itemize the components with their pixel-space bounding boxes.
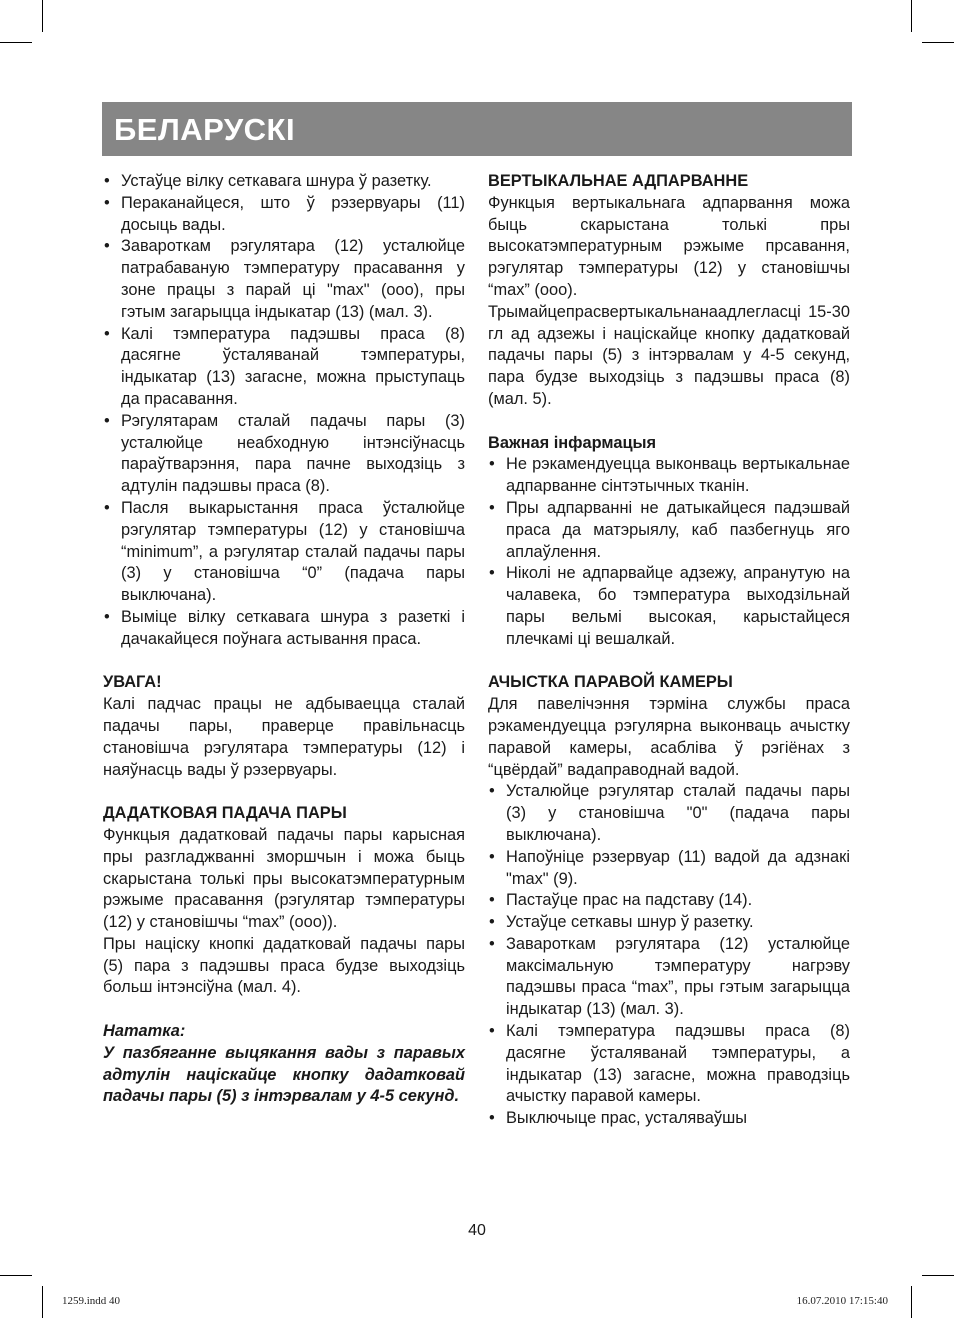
important-heading: Важная інфармацыя xyxy=(488,433,657,452)
warning-text: Калі падчас працы не адбываецца сталай падачы пары, праверце правільнасць становішча рэгулятара тэмпературы (12) і наяўнасць вады ў рэзервуары. xyxy=(103,695,465,779)
warning-heading: УВАГА! xyxy=(103,673,162,692)
note-heading: Нататка: xyxy=(103,1022,186,1041)
cleaning-steps-list xyxy=(488,781,850,1130)
crop-mark xyxy=(42,1286,43,1318)
crop-mark xyxy=(0,1275,32,1276)
list-item: • Устаўце сеткавы шнур ў разетку. xyxy=(489,913,754,932)
crop-mark xyxy=(922,42,954,43)
list-item: • Пастаўце прас на падставу (14). xyxy=(489,891,753,910)
list-item: • Напоўніце рэзервуар (11) вадой да адзнакі "max" (9). xyxy=(489,847,850,888)
list-item: • Устаўце вілку сеткавага шнура ў разетку. xyxy=(104,172,432,190)
left-column xyxy=(103,171,465,1108)
page-number: 40 xyxy=(468,1222,486,1239)
list-item: • Пасля выкарыстання праса ўсталюйце рэгулятар тэмпературы (12) у становішча “minimum”, а рэгулятар сталай падачы пары (3) у становішча “0” (падача пары выключана). xyxy=(104,498,465,605)
list-item: • Выключыце прас, усталяваўшы xyxy=(489,1109,748,1128)
list-item: • Усталюйце рэгулятар сталай падачы пары (3) у становішча "0" (падача пары выключана). xyxy=(489,782,850,844)
crop-mark xyxy=(911,0,912,32)
extra-steam-paragraph: Функцыя дадатковай падачы пары карысная пры разгладжванні зморшчын і можа быць скарыстана толькі пры высокатэмпературным рэжыме прасавання (рэгулятар тэмпературы (12) у становішчы “max” (ооо)). xyxy=(103,825,465,932)
right-column xyxy=(488,171,850,1130)
important-list xyxy=(488,454,850,650)
list-item: • Пераканайцеся, што ў рэзервуары (11) досыць вады. xyxy=(104,193,465,234)
list-item: • Выміце вілку сеткавага шнура з разеткі і дачакайцеся поўнага астывання праса. xyxy=(104,607,465,648)
list-item: • Рэгулятарам сталай падачы пары (3) усталюйце неабходную інтэнсіўнасць параўтварэння, пара пачне выходзіць з адтулін падэшвы праса (8). xyxy=(104,411,465,496)
extra-steam-heading: ДАДАТКОВАЯ ПАДАЧА ПАРЫ xyxy=(103,804,347,823)
footer-file-slug: 1259.indd 40 xyxy=(62,1295,121,1307)
list-item: • Калі тэмпература падэшвы праса (8) дасягне ўсталяванай тэмпературы, індыкатар (13) загасне, можна прыступаць да прасавання. xyxy=(104,324,465,408)
list-item: • Калі тэмпература падэшвы праса (8) дасягне ўсталяванай тэмпературы, а індыкатар (13) загасне, можна праводзіць ачыстку паравой камеры. xyxy=(489,1022,850,1106)
usage-steps-list xyxy=(103,171,465,651)
crop-mark xyxy=(0,42,32,43)
list-item: • Завароткам рэгулятара (12) усталюйце максімальную тэмпературу нагрэву падэшвы праса “max”, пры гэтым загарыцца індыкатар (13) (мал. 3). xyxy=(489,934,850,1019)
cleaning-heading: АЧЫСТКА ПАРАВОЙ КАМЕРЫ xyxy=(488,673,733,692)
banner-title: БЕЛАРУСКІ xyxy=(114,112,296,147)
vertical-steam-heading: ВЕРТЫКАЛЬНАЕ АДПАРВАННЕ xyxy=(488,172,749,190)
crop-mark xyxy=(911,1286,912,1318)
vertical-steam-paragraph: Функцыя вертыкальнага адпарвання можа быць скарыстана толькі пры высокатэмпературным рэжыме прсавання, рэгулятар тэмпературы (12) у становішчы “max” (ооо). xyxy=(488,193,850,299)
list-item: • Ніколі не адпарвайце адзежу, апранутую на чалавека, бо тэмпература выходзільнай пары вельмі высокая, карыстайцеся плечкамі ці вешалкай. xyxy=(489,564,850,648)
cleaning-intro: Для павелічэння тэрміна службы праса рэкамендуецца рэгулярна выконваць ачыстку паравой камеры, асабліва ў рэгіёнах з “цвёрдай” вадаправоднай вадой. xyxy=(488,695,850,779)
footer-timestamp: 16.07.2010 17:15:40 xyxy=(796,1295,888,1307)
extra-steam-paragraph: Пры націску кнопкі дадатковай падачы пары (5) пара з падэшвы праса будзе выходзіць больш інтэнсіўна (мал. 4). xyxy=(103,934,465,997)
note-text: У пазбяганне выцякання вады з паравых адтулін націскайце кнопку дадатковай падачы пары (5) з інтэрвалам у 4-5 секунд. xyxy=(103,1043,465,1106)
language-banner xyxy=(102,102,852,156)
list-item: • Пры адпарванні не датыкайцеся падэшвай праса да матэрыялу, каб пазбегнуць яго аплаўлення. xyxy=(489,498,850,561)
list-item: • Не рэкамендуецца выконваць вертыкальнае адпарванне сінтэтычных тканін. xyxy=(489,455,850,496)
crop-mark xyxy=(922,1275,954,1276)
vertical-steam-paragraph: Трымайцепрасвертыкальнанаадлегласці 15-30 гл ад адзежы і націскайце кнопку дадатковай падачы пары (5) з інтэрвалам у 4-5 секунд, пара будзе выходзіць з падэшвы праса (8) (мал. 5). xyxy=(488,302,850,408)
crop-mark xyxy=(42,0,43,32)
list-item: • Завароткам рэгулятара (12) усталюйце патрабаваную тэмпературу прасавання у зоне працы з парай ці "max" (ооо), пры гэтым загарыцца індыкатар (13) (мал. 3). xyxy=(104,237,465,321)
